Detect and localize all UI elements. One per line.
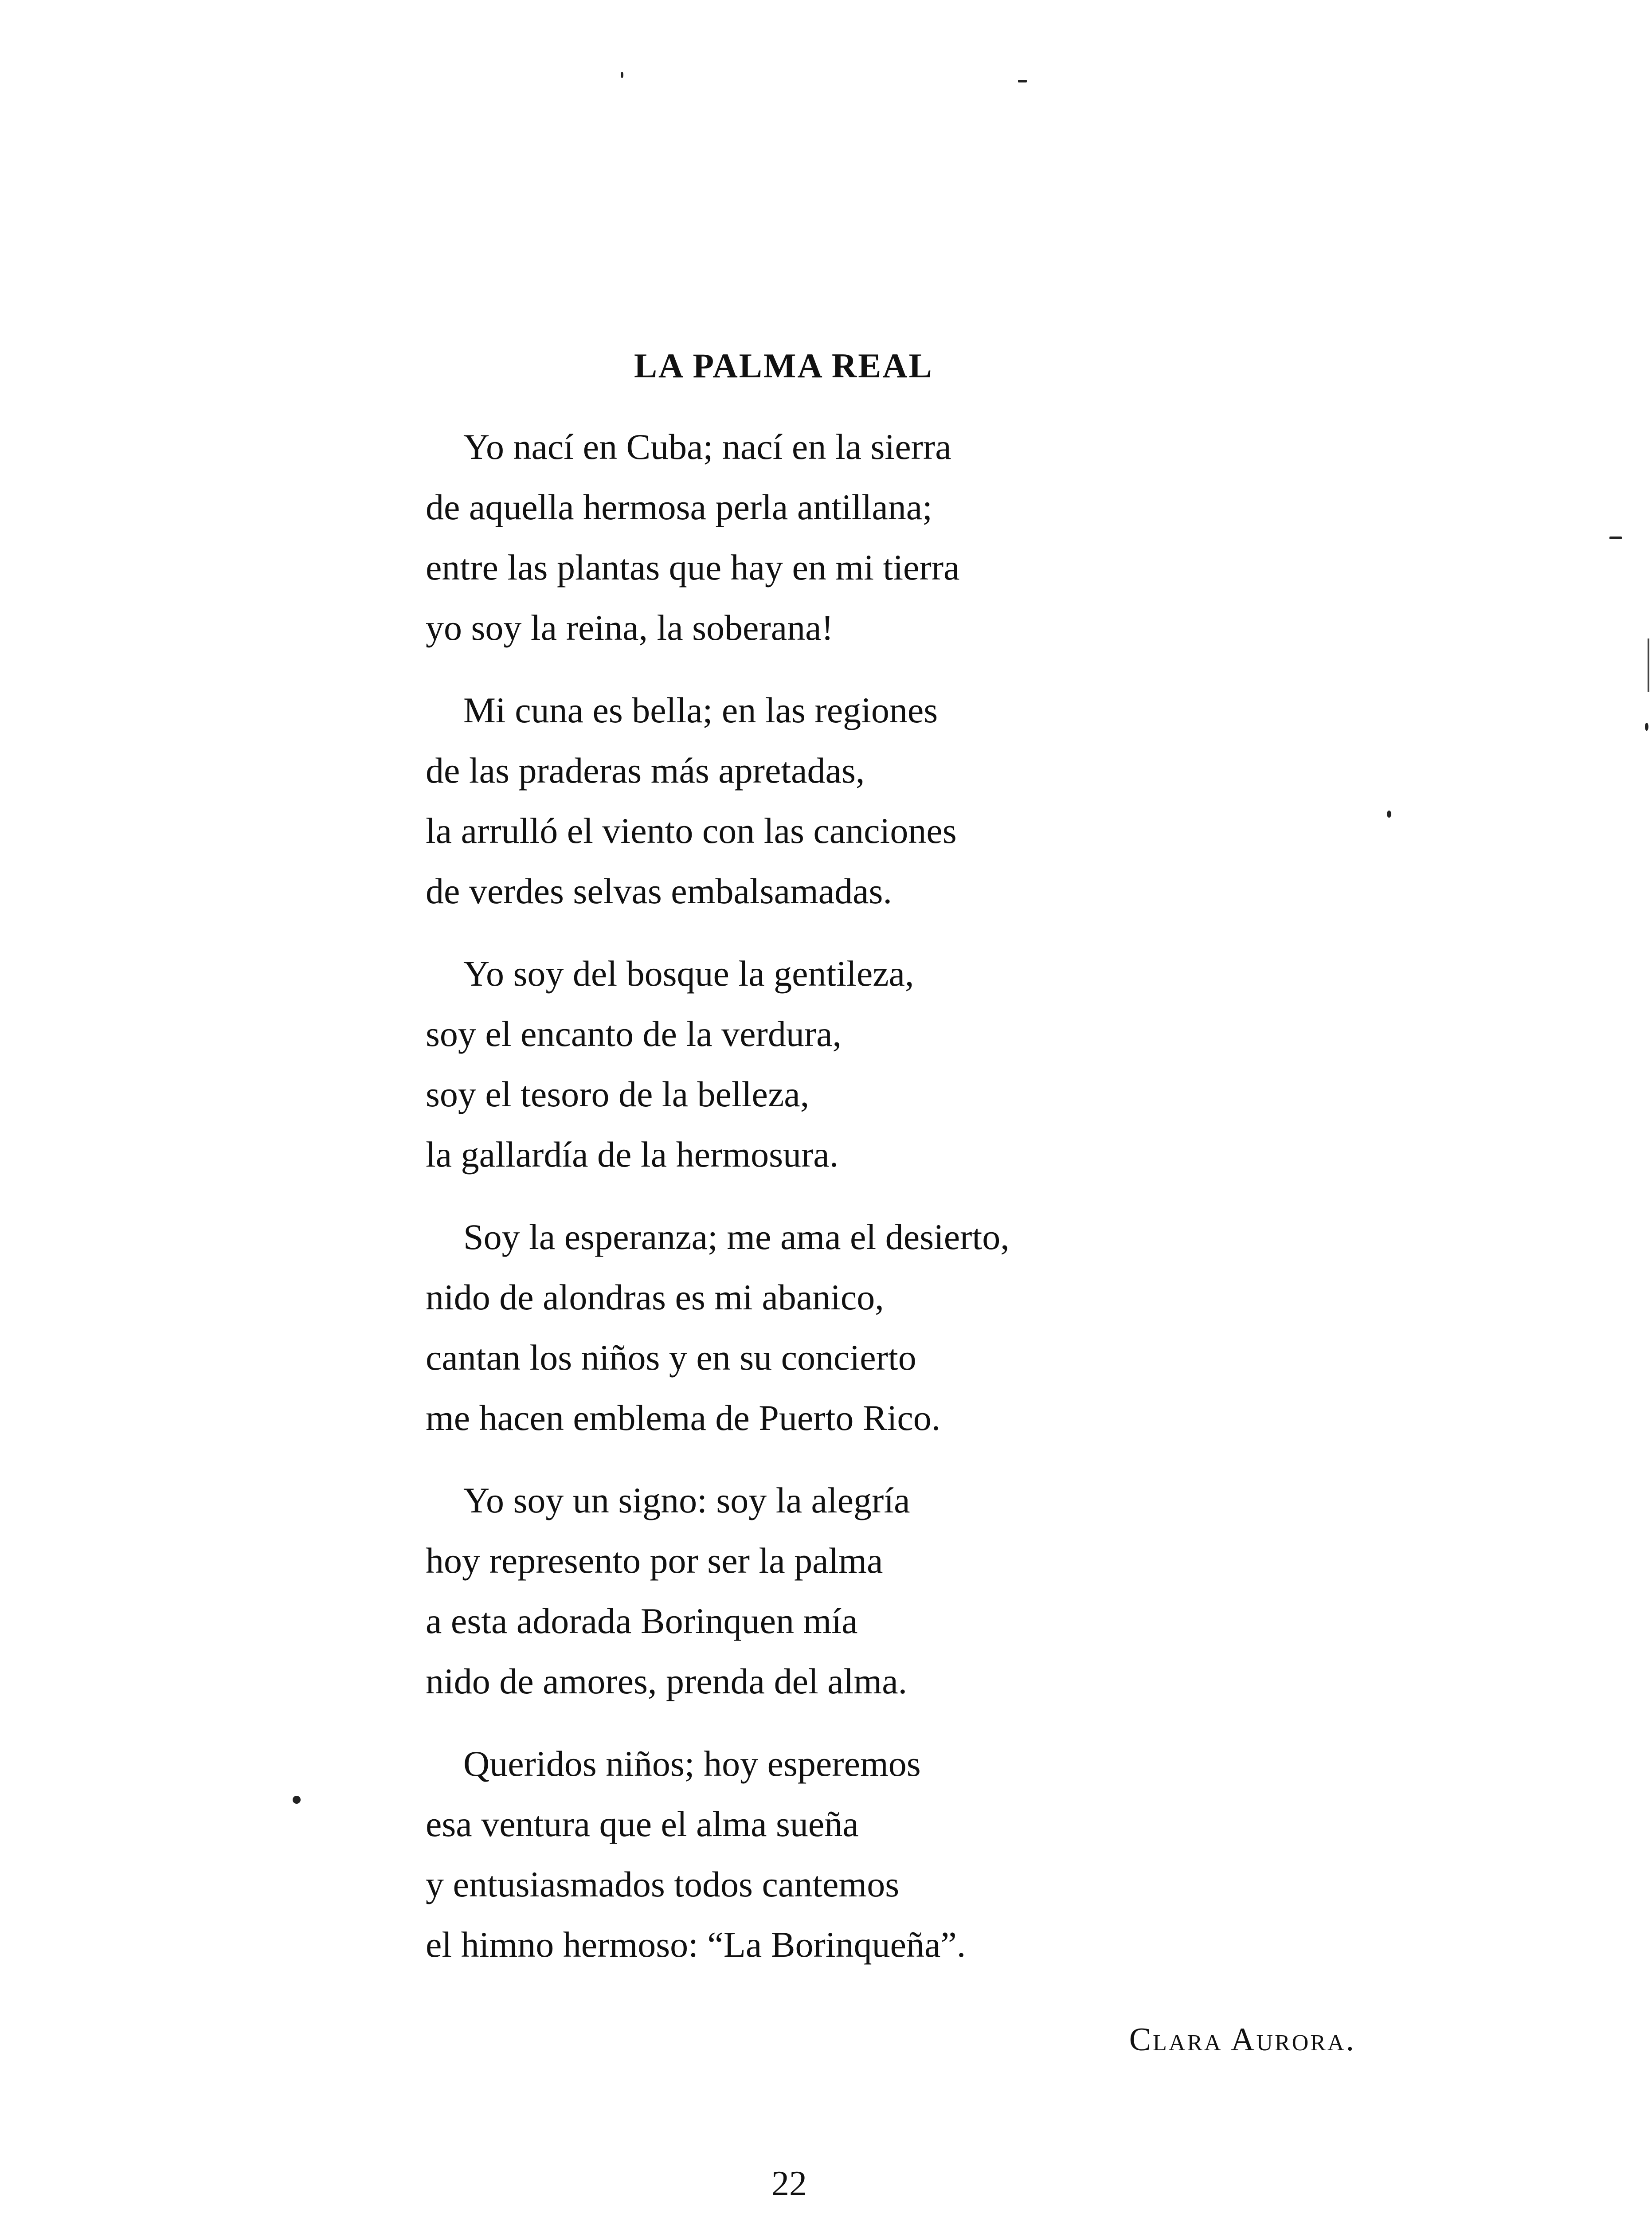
poem-line: Mi cuna es bella; en las regiones — [463, 690, 938, 730]
poem-line: hoy represento por ser la palma — [426, 1540, 883, 1581]
poem-line: la arrulló el viento con las canciones — [426, 811, 957, 851]
scan-speck — [293, 1796, 301, 1804]
poem-line: esa ventura que el alma sueña — [426, 1804, 859, 1844]
poem-line: soy el tesoro de la belleza, — [426, 1074, 810, 1114]
poem-line: Yo soy del bosque la gentileza, — [463, 953, 914, 994]
scan-speck — [621, 72, 623, 78]
scan-speck — [1387, 811, 1391, 818]
scan-speck — [1645, 723, 1648, 731]
poem-title: LA PALMA REAL — [634, 346, 933, 385]
poem-line: de aquella hermosa perla antillana; — [426, 487, 932, 527]
scan-speck — [1018, 80, 1027, 82]
poem-line: Yo nací en Cuba; nací en la sierra — [463, 427, 951, 467]
poem-line: la gallardía de la hermosura. — [426, 1134, 839, 1175]
stanza-4 — [426, 1207, 1401, 1448]
page-number: 22 — [771, 2164, 807, 2203]
poem-line: de verdes selvas embalsamadas. — [426, 871, 892, 911]
stanza-3 — [426, 944, 1401, 1185]
poem-line: Queridos niños; hoy esperemos — [463, 1743, 921, 1784]
poem-line: Soy la esperanza; me ama el desierto, — [463, 1217, 1010, 1257]
poem-line: a esta adorada Borinquen mía — [426, 1601, 858, 1641]
stanza-1 — [426, 417, 1401, 658]
poem-line: nido de amores, prenda del alma. — [426, 1661, 908, 1701]
poem-line: yo soy la reina, la soberana! — [426, 607, 834, 648]
poem-line: soy el encanto de la verdura, — [426, 1014, 842, 1054]
poem-line: de las praderas más apretadas, — [426, 750, 865, 791]
scan-speck — [1609, 537, 1622, 539]
stanza-2 — [426, 680, 1401, 921]
stanza-5 — [426, 1470, 1401, 1712]
poem-line: Yo soy un signo: soy la alegría — [463, 1480, 910, 1520]
author-signature: Clara Aurora. — [1129, 2021, 1356, 2058]
stanza-6 — [426, 1734, 1401, 1975]
poem-body — [426, 417, 1401, 1997]
poem-line: y entusiasmados todos cantemos — [426, 1864, 900, 1904]
poem-line: entre las plantas que hay en mi tierra — [426, 547, 960, 588]
poem-line: el himno hermoso: “La Borinqueña”. — [426, 1924, 966, 1965]
poem-line: nido de alondras es mi abanico, — [426, 1277, 884, 1317]
poem-line: cantan los niños y en su concierto — [426, 1337, 916, 1378]
poem-line: me hacen emblema de Puerto Rico. — [426, 1398, 941, 1438]
scan-edge-line — [1648, 638, 1649, 692]
